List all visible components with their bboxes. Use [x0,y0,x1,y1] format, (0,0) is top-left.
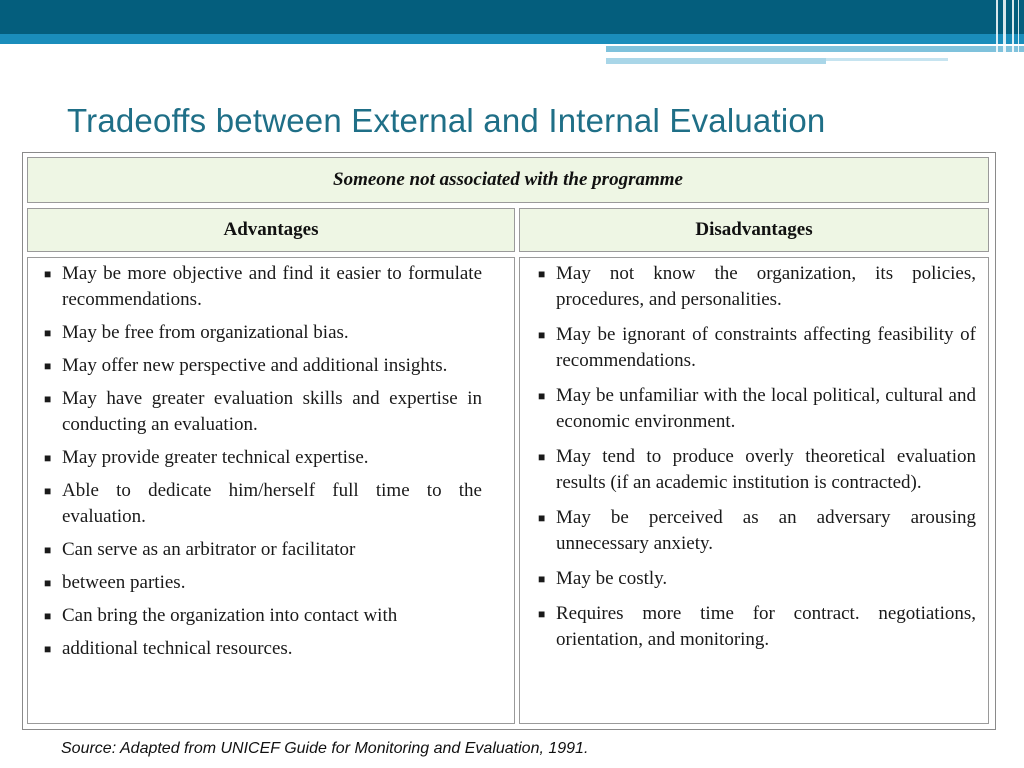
list-item [538,505,976,557]
list-item-text: between parties. [62,572,186,593]
header-stripe [1012,0,1014,66]
advantages-cell [27,257,515,724]
bullet-icon: ■ [44,392,52,406]
bullet-icon: ■ [538,328,546,342]
source-citation: Source: Adapted from UNICEF Guide for Monitoring and Evaluation, 1991. [61,740,589,757]
header-stripe [1018,0,1019,66]
list-item [44,445,482,471]
list-item-text: May offer new perspective and additional insights. [62,355,448,376]
bullet-icon: ■ [538,607,546,621]
bullet-icon: ■ [44,451,52,465]
header-accent-line [606,46,1024,52]
advantages-header: Advantages [27,208,515,252]
bullet-icon: ■ [44,642,52,656]
list-item-text: May not know the organization, its policies, procedures, and personalities. [556,263,976,310]
bullet-icon: ■ [44,326,52,340]
bullet-icon: ■ [44,484,52,498]
list-item-text: Requires more time for contract. negotiations, orientation, and monitoring. [556,603,976,650]
bullet-icon: ■ [538,450,546,464]
list-item [44,386,482,438]
comparison-table [22,152,996,730]
list-item [44,320,482,346]
list-item [44,261,482,313]
disadvantages-header: Disadvantages [519,208,989,252]
disadvantages-cell [519,257,989,724]
list-item [44,537,482,563]
list-item-text: additional technical resources. [62,638,293,659]
list-item-text: May be perceived as an adversary arousing unnecessary anxiety. [556,507,976,554]
list-item-text: Can bring the organization into contact with [62,605,398,626]
disadvantages-list [538,261,976,662]
list-item [538,322,976,374]
list-item-text: May be more objective and find it easier to formulate recommendations. [62,263,482,310]
list-item-text: May have greater evaluation skills and expertise in conducting an evaluation. [62,388,482,435]
list-item-text: May be ignorant of constraints affecting feasibility of recommendations. [556,324,976,371]
bullet-icon: ■ [538,511,546,525]
bullet-icon: ■ [44,267,52,281]
list-item-text: May be unfamiliar with the local political, cultural and economic environment. [556,385,976,432]
list-item-text: May tend to produce overly theoretical evaluation results (if an academic institution is contracted). [556,446,976,493]
header-accent-band [0,34,1024,44]
bullet-icon: ■ [44,609,52,623]
list-item [538,601,976,653]
list-item [44,478,482,530]
list-item [44,353,482,379]
list-item [538,566,976,592]
list-item-text: Able to dedicate him/herself full time to the evaluation. [62,480,482,527]
slide-title: Tradeoffs between External and Internal Evaluation [67,102,826,139]
list-item [44,570,482,596]
bullet-icon: ■ [44,359,52,373]
header-band [0,0,1024,34]
header-stripe [996,0,998,66]
list-item-text: May be free from organizational bias. [62,322,349,343]
bullet-icon: ■ [538,267,546,281]
bullet-icon: ■ [44,543,52,557]
list-item [538,444,976,496]
bullet-icon: ■ [44,576,52,590]
list-item-text: May be costly. [556,568,668,589]
table-banner: Someone not associated with the programme [27,157,989,203]
header-stripe [1003,0,1006,66]
header-accent-line [826,58,948,61]
bullet-icon: ■ [538,389,546,403]
list-item [538,261,976,313]
list-item-text: Can serve as an arbitrator or facilitator [62,539,356,560]
header-accent-line [606,58,826,64]
list-item [44,636,482,662]
advantages-list [44,261,482,669]
list-item [44,603,482,629]
list-item [538,383,976,435]
bullet-icon: ■ [538,572,546,586]
list-item-text: May provide greater technical expertise. [62,447,369,468]
